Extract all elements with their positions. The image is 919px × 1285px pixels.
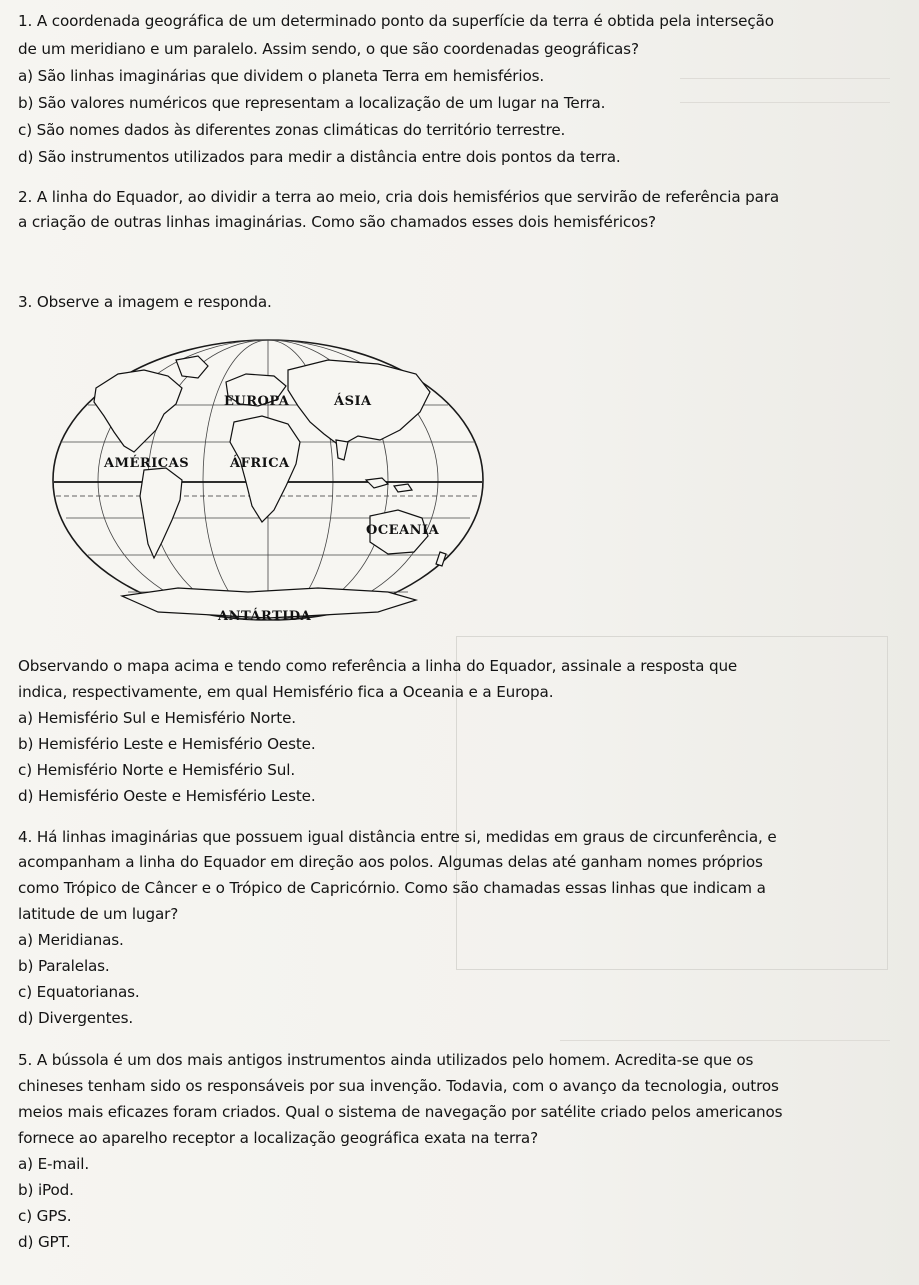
q4-option-d[interactable]: d) Divergentes.	[18, 1009, 134, 1027]
q5-option-c[interactable]: c) GPS.	[18, 1207, 72, 1225]
q5-option-d[interactable]: d) GPT.	[18, 1233, 71, 1251]
q1-option-c[interactable]: c) São nomes dados às diferentes zonas climáticas do território terrestre.	[18, 121, 566, 139]
q3-option-d[interactable]: d) Hemisfério Oeste e Hemisfério Leste.	[18, 787, 316, 805]
q5-line-1: 5. A bússola é um dos mais antigos instrumentos ainda utilizados pelo homem. Acredita-se que os	[18, 1051, 754, 1069]
label-africa: ÁFRICA	[230, 456, 290, 471]
label-oceania: OCEANIA	[366, 523, 440, 538]
q3-option-c[interactable]: c) Hemisfério Norte e Hemisfério Sul.	[18, 761, 295, 779]
q1-line-2: de um meridiano e um paralelo. Assim sendo, o que são coordenadas geográficas?	[18, 40, 639, 58]
q3-title: 3. Observe a imagem e responda.	[18, 293, 272, 311]
q4-line-3: como Trópico de Câncer e o Trópico de Capricórnio. Como são chamadas essas linhas que indicam a	[18, 879, 766, 897]
label-asia: ÁSIA	[334, 394, 372, 409]
q3-option-a[interactable]: a) Hemisfério Sul e Hemisfério Norte.	[18, 709, 296, 727]
q4-line-1: 4. Há linhas imaginárias que possuem igual distância entre si, medidas em graus de circunferência, e	[18, 828, 777, 846]
q1-line-1: 1. A coordenada geográfica de um determinado ponto da superfície da terra é obtida pela interseção	[18, 12, 774, 30]
q2-line-1: 2. A linha do Equador, ao dividir a terra ao meio, cria dois hemisférios que servirão de referência para	[18, 188, 780, 206]
q4-option-c[interactable]: c) Equatorianas.	[18, 983, 140, 1001]
q3-option-b[interactable]: b) Hemisfério Leste e Hemisfério Oeste.	[18, 735, 316, 753]
label-europa: EUROPA	[224, 394, 290, 409]
bleed-through-line	[680, 102, 890, 103]
bleed-through-line	[680, 78, 890, 79]
q4-line-4: latitude de um lugar?	[18, 905, 179, 923]
q5-line-4: fornece ao aparelho receptor a localização geográfica exata na terra?	[18, 1129, 538, 1147]
q2-line-2: a criação de outras linhas imaginárias. Como são chamados esses dois hemisféricos?	[18, 213, 656, 231]
q5-line-3: meios mais eficazes foram criados. Qual o sistema de navegação por satélite criado pelos americanos	[18, 1103, 783, 1121]
q3-line-1: Observando o mapa acima e tendo como referência a linha do Equador, assinale a resposta que	[18, 657, 738, 675]
q5-option-a[interactable]: a) E-mail.	[18, 1155, 90, 1173]
q4-option-a[interactable]: a) Meridianas.	[18, 931, 124, 949]
label-americas: AMÉRICAS	[104, 456, 190, 471]
q5-line-2: chineses tenham sido os responsáveis por sua invenção. Todavia, com o avanço da tecnologia, outros	[18, 1077, 779, 1095]
world-map-svg	[48, 330, 488, 630]
bleed-through-line	[560, 1040, 890, 1041]
q1-option-d[interactable]: d) São instrumentos utilizados para medir a distância entre dois pontos da terra.	[18, 148, 621, 166]
q1-option-a[interactable]: a) São linhas imaginárias que dividem o planeta Terra em hemisférios.	[18, 67, 545, 85]
q1-option-b[interactable]: b) São valores numéricos que representam a localização de um lugar na Terra.	[18, 94, 606, 112]
q5-option-b[interactable]: b) iPod.	[18, 1181, 74, 1199]
q3-line-2: indica, respectivamente, em qual Hemisfério fica a Oceania e a Europa.	[18, 683, 554, 701]
label-antartida: ANTÁRTIDA	[218, 609, 312, 624]
q4-line-2: acompanham a linha do Equador em direção aos polos. Algumas delas até ganham nomes próprios	[18, 853, 763, 871]
q4-option-b[interactable]: b) Paralelas.	[18, 957, 110, 975]
world-map	[48, 330, 488, 630]
